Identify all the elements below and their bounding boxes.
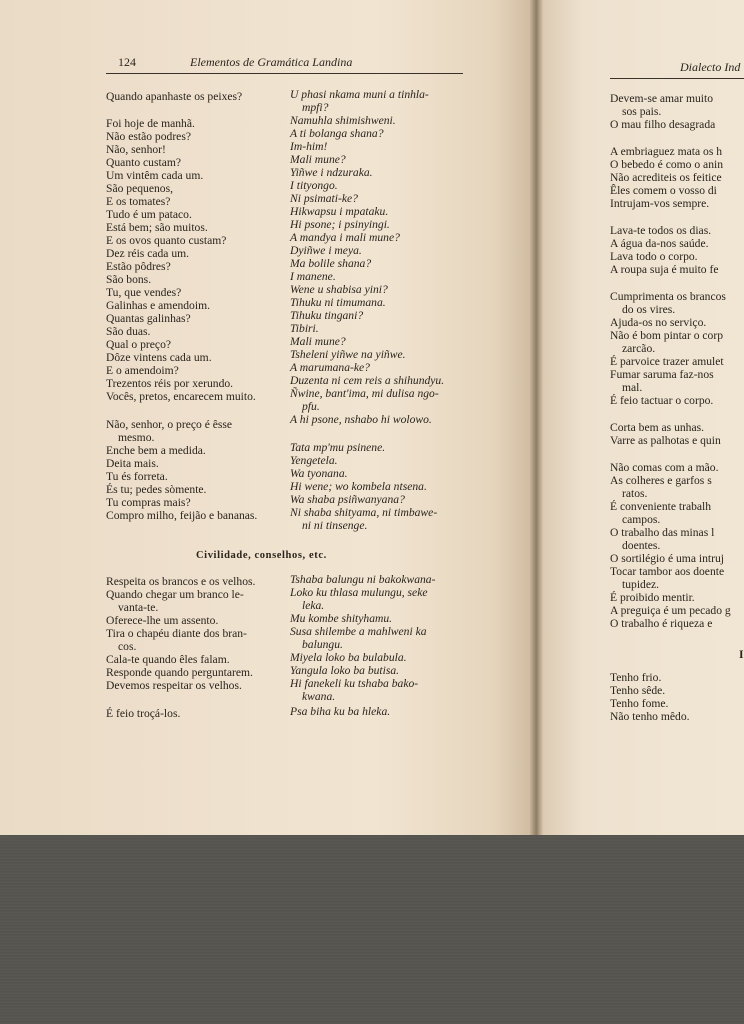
portuguese-line: Tu, que vendes? (106, 286, 182, 299)
portuguese-line: És tu; pedes sòmente. (106, 483, 207, 496)
landin-line: A hi psone, nshabo hi wolowo. (290, 413, 432, 426)
landin-line: Yengetela. (290, 454, 338, 467)
portuguese-line: É feio troçá-los. (106, 707, 181, 720)
portuguese-line: Tira o chapéu diante dos bran- (106, 627, 247, 640)
right-page-line: Não tenho mêdo. (610, 710, 690, 723)
landin-line: Wa tyonana. (290, 467, 348, 480)
portuguese-line: Deita mais. (106, 457, 159, 470)
landin-line: Hi fanekeli ku tshaba bako- (290, 677, 419, 690)
right-page-line: Lava-te todos os dias. (610, 224, 712, 237)
landin-line: Dyiñwe i meya. (290, 244, 362, 257)
right-page-line: Varre as palhotas e quin (610, 434, 721, 447)
portuguese-line: Vocês, pretos, encarecem muito. (106, 390, 256, 403)
right-page-line: Não é bom pintar o corp (610, 329, 724, 342)
right-page-line: O trabalho é riqueza e (610, 617, 713, 630)
portuguese-line: São bons. (106, 273, 152, 286)
right-page-line: doentes. (622, 539, 661, 552)
landin-line: Hi psone; i psinyingi. (290, 218, 390, 231)
landin-line: Tihuku tingani? (290, 309, 364, 322)
landin-line: Ma bolile shana? (290, 257, 372, 270)
landin-line: ni ni tinsenge. (302, 519, 368, 532)
right-page-line: O mau filho desagrada (610, 118, 716, 131)
right-page-line: ratos. (622, 487, 648, 500)
right-running-title: Dialecto Ind (680, 60, 741, 74)
right-page-line: Êles comem o vosso di (610, 184, 717, 197)
right-stray-mark: I (739, 648, 744, 661)
landin-line: Tibiri. (290, 322, 319, 335)
landin-line: Tshaba balungu ni bakokwana- (290, 573, 436, 586)
landin-line: Namuhla shimishweni. (290, 114, 396, 127)
right-page-line: do os vires. (622, 303, 676, 316)
right-page-line: Tenho fome. (610, 697, 669, 710)
portuguese-line: Dez réis cada um. (106, 247, 190, 260)
portuguese-line: São duas. (106, 325, 151, 338)
landin-line: Ni psimati-ke? (290, 192, 358, 205)
portuguese-line: E os tomates? (106, 195, 171, 208)
landin-line: leka. (302, 599, 325, 612)
landin-line: kwana. (302, 690, 336, 703)
landin-line: Tata mp'mu psinene. (290, 441, 386, 454)
portuguese-line: Compro milho, feijão e bananas. (106, 509, 258, 522)
right-page-line: Corta bem as unhas. (610, 421, 705, 434)
landin-line: Ñwine, bant'ima, mi dulisa ngo- (290, 387, 439, 400)
landin-line: Im-him! (290, 140, 328, 153)
right-page-line: As colheres e garfos s (610, 474, 712, 487)
landin-line: A mandya i mali mune? (290, 231, 400, 244)
right-page (543, 0, 744, 835)
right-page-line: O bebedo é como o anin (610, 158, 724, 171)
landin-line: I manene. (290, 270, 336, 283)
right-page-line: Tocar tambor aos doente (610, 565, 725, 578)
landin-line: Loko ku thlasa mulungu, seke (290, 586, 428, 599)
landin-line: Miyela loko ba bulabula. (290, 651, 407, 664)
book-gutter (530, 0, 544, 835)
portuguese-line: E o amendoim? (106, 364, 179, 377)
portuguese-line: Estão pôdres? (106, 260, 171, 273)
landin-line: Ni shaba shityama, ni timbawe- (290, 506, 438, 519)
right-page-line: Intrujam-vos sempre. (610, 197, 710, 210)
portuguese-line: Não, senhor, o preço é êsse (106, 418, 233, 431)
landin-line: U phasi nkama muni a tinhla- (290, 88, 429, 101)
portuguese-line: mesmo. (118, 431, 155, 444)
right-page-line: Tenho sêde. (610, 684, 666, 697)
right-page-line: Ajuda-os no serviço. (610, 316, 707, 329)
right-page-line: É feio tactuar o corpo. (610, 394, 714, 407)
portuguese-line: Devemos respeitar os velhos. (106, 679, 242, 692)
right-page-line: A preguiça é um pecado g (610, 604, 731, 617)
right-page-line: tupidez. (622, 578, 660, 591)
landin-line: A marumana-ke? (290, 361, 370, 374)
right-page-line: O sortilégio é uma intruj (610, 552, 724, 565)
portuguese-line: Quantas galinhas? (106, 312, 191, 325)
landin-line: Wene u shabisa yini? (290, 283, 388, 296)
portuguese-line: Responde quando perguntarem. (106, 666, 253, 679)
portuguese-line: Foi hoje de manhã. (106, 117, 195, 130)
right-page-line: O trabalho das minas l (610, 526, 715, 539)
landin-line: Tsheleni yiñwe na yiñwe. (290, 348, 406, 361)
portuguese-line: Enche bem a medida. (106, 444, 206, 457)
scanner-background (0, 835, 744, 1024)
portuguese-line: Quando apanhaste os peixes? (106, 90, 243, 103)
portuguese-line: Oferece-lhe um assento. (106, 614, 219, 627)
portuguese-line: Um vintêm cada um. (106, 169, 204, 182)
landin-line: Mu kombe shityhamu. (290, 612, 393, 625)
portuguese-line: Cala-te quando êles falam. (106, 653, 230, 666)
portuguese-line: São pequenos, (106, 182, 173, 195)
landin-line: A ti bolanga shana? (290, 127, 384, 140)
portuguese-line: Qual o preço? (106, 338, 172, 351)
right-page-line: Tenho frio. (610, 671, 662, 684)
portuguese-line: Quando chegar um branco le- (106, 588, 244, 601)
portuguese-line: cos. (118, 640, 137, 653)
landin-line: Susa shilembe a mahlweni ka (290, 625, 427, 638)
portuguese-line: Tu compras mais? (106, 496, 191, 509)
header-rule (106, 73, 463, 74)
right-page-line: É parvoice trazer amulet (610, 355, 724, 368)
landin-line: Hikwapsu i mpataku. (290, 205, 389, 218)
right-page-line: Cumprimenta os brancos (610, 290, 726, 303)
landin-line: I tityongo. (290, 179, 338, 192)
portuguese-line: Trezentos réis por xerundo. (106, 377, 234, 390)
portuguese-line: Galinhas e amendoim. (106, 299, 210, 312)
portuguese-line: Quanto custam? (106, 156, 182, 169)
portuguese-line: Está bem; são muitos. (106, 221, 208, 234)
landin-line: Tihuku ni timumana. (290, 296, 386, 309)
portuguese-line: Respeita os brancos e os velhos. (106, 575, 256, 588)
landin-line: Psa biha ku ba hleka. (290, 705, 391, 718)
landin-line: Wa shaba psiñwanyana? (290, 493, 405, 506)
page-number: 124 (118, 55, 136, 69)
right-page-line: Não acrediteis os feitice (610, 171, 722, 184)
right-header-rule (610, 78, 744, 79)
running-title: Elementos de Gramática Landina (190, 55, 353, 69)
landin-line: Mali mune? (290, 153, 346, 166)
portuguese-line: Não, senhor! (106, 143, 166, 156)
portuguese-line: E os ovos quanto custam? (106, 234, 227, 247)
landin-line: pfu. (302, 400, 320, 413)
landin-line: Yiñwe i ndzuraka. (290, 166, 373, 179)
portuguese-line: Tudo é um pataco. (106, 208, 192, 221)
right-page-line: Fumar saruma faz-nos (610, 368, 714, 381)
landin-line: mpfi? (302, 101, 329, 114)
section-title: Civilidade, conselhos, etc. (196, 550, 327, 561)
landin-line: balungu. (302, 638, 343, 651)
landin-line: Yangula loko ba butisa. (290, 664, 400, 677)
right-page-line: A roupa suja é muito fe (610, 263, 719, 276)
right-page-line: Lava todo o corpo. (610, 250, 698, 263)
right-page-line: campos. (622, 513, 661, 526)
right-page-line: Não comas com a mão. (610, 461, 719, 474)
portuguese-line: Dôze vintens cada um. (106, 351, 212, 364)
landin-line: Hi wene; wo kombela ntsena. (290, 480, 427, 493)
right-page-line: A água da-nos saúde. (610, 237, 709, 250)
portuguese-line: Não estão podres? (106, 130, 191, 143)
right-page-line: sos pais. (622, 105, 662, 118)
right-page-line: zarcão. (622, 342, 656, 355)
right-page-line: mal. (622, 381, 643, 394)
right-page-line: A embriaguez mata os h (610, 145, 723, 158)
landin-line: Duzenta ni cem reis a shihundyu. (290, 374, 445, 387)
right-page-line: Devem-se amar muito (610, 92, 714, 105)
landin-line: Mali mune? (290, 335, 346, 348)
right-page-line: É conveniente trabalh (610, 500, 712, 513)
right-page-line: É proibido mentir. (610, 591, 695, 604)
portuguese-line: vanta-te. (118, 601, 159, 614)
portuguese-line: Tu és forreta. (106, 470, 168, 483)
